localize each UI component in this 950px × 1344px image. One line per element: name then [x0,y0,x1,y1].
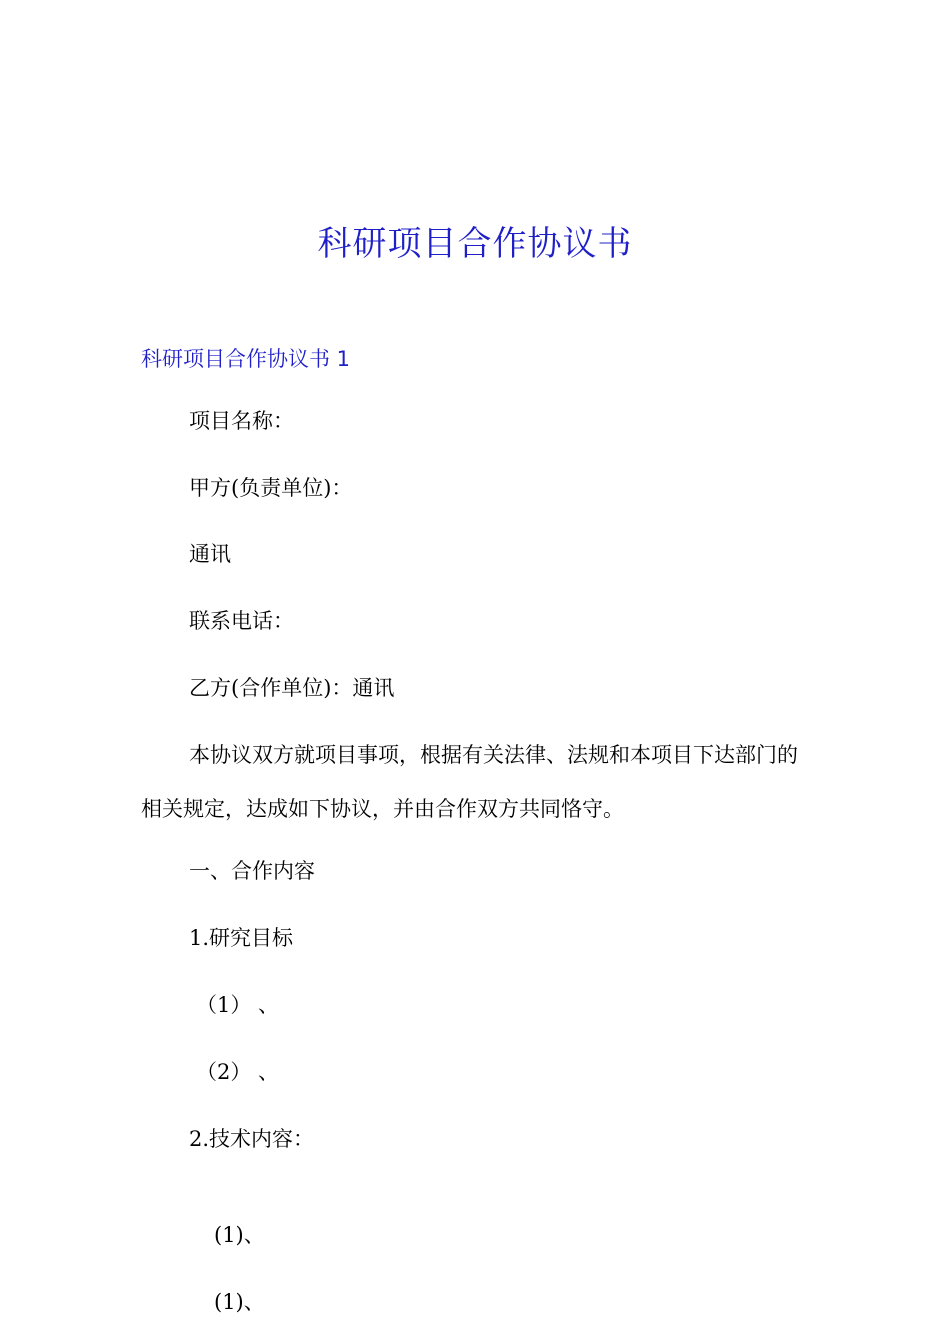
goal-list-item: （1） 、 [196,993,280,1017]
phone-line: 联系电话： [189,609,294,633]
technical-content-item: 2.技术内容： [189,1127,315,1151]
intro-paragraph: 本协议双方就项目事项，根据有关法律、法规和本项目下达部门的相关规定，达成如下协议，并由合作双方共同恪守。 [141,743,798,821]
party-a-communication-line: 通讯 [189,542,231,566]
tech-list-item: (1)、 [214,1223,265,1247]
project-name-line: 项目名称： [189,409,294,433]
section-one-heading: 一、合作内容 [189,859,315,883]
party-a-line: 甲方(负责单位)： [189,476,353,500]
section-heading: 科研项目合作协议书 1 [141,347,351,371]
party-b-line: 乙方(合作单位)：通讯 [189,676,395,700]
goal-list-item: （2） 、 [196,1060,280,1084]
research-goal-item: 1.研究目标 [189,926,294,950]
tech-list-item: (1)、 [214,1290,265,1314]
document-title: 科研项目合作协议书 [317,224,633,264]
